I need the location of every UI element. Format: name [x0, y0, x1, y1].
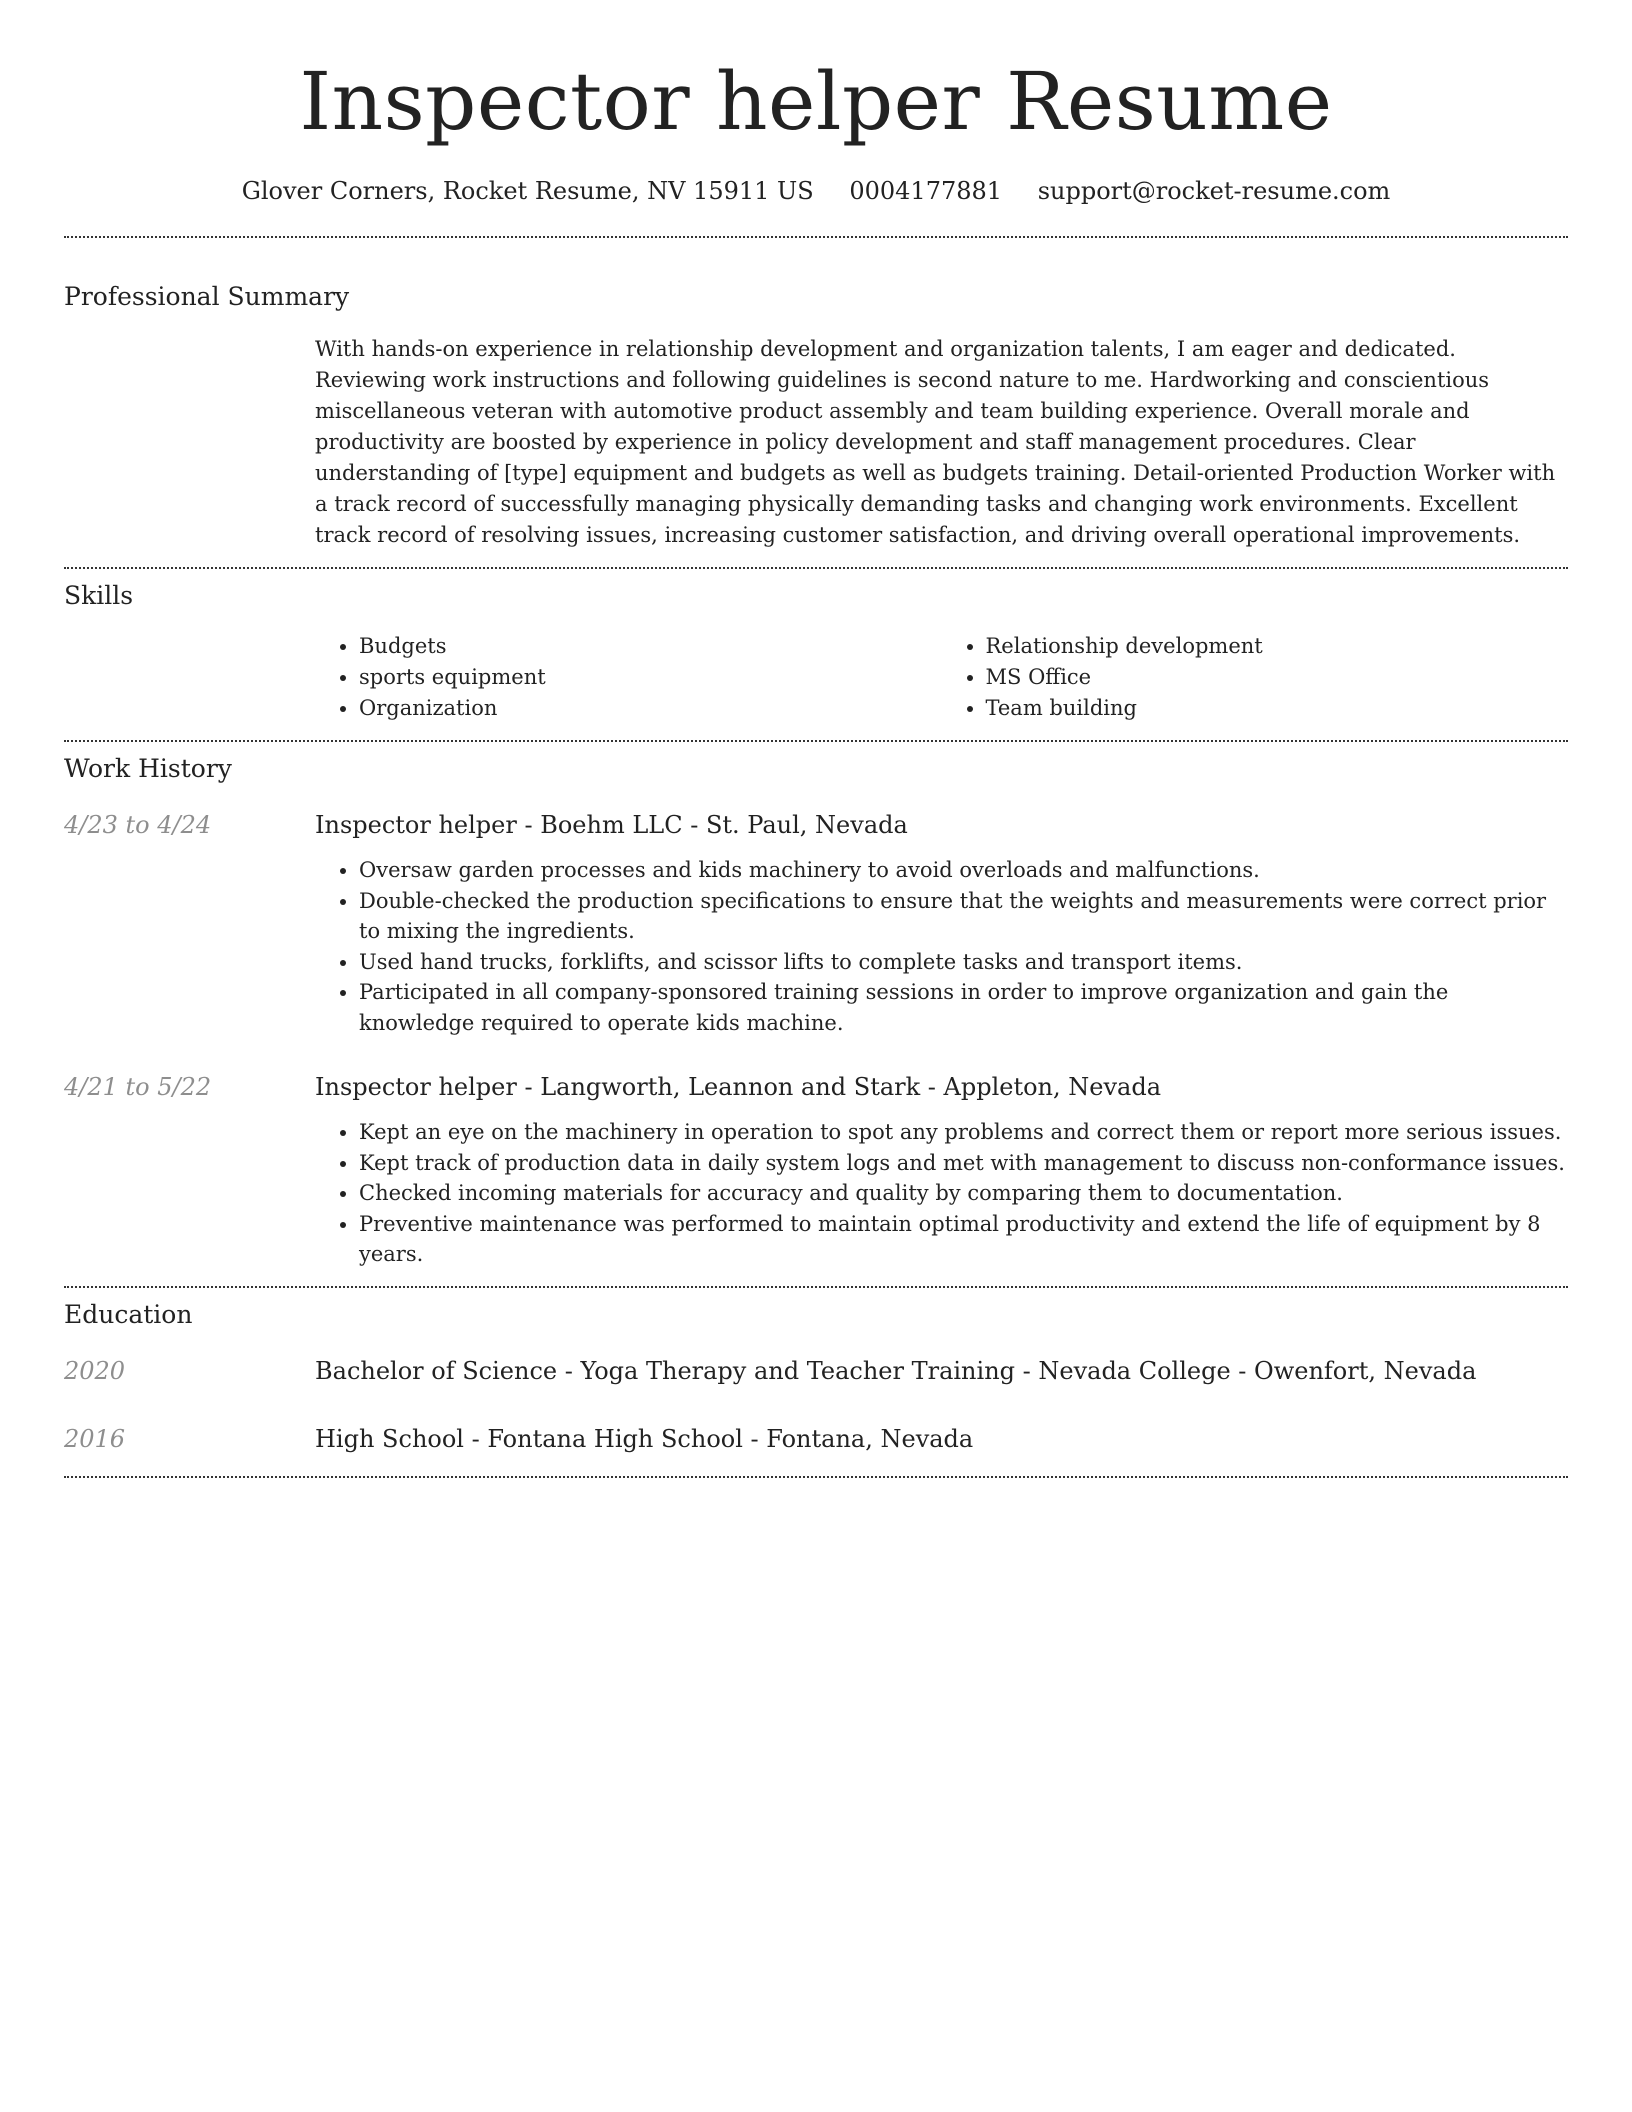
skill-item: • Organization	[359, 693, 942, 724]
job-bullet: • Used hand trucks, forklifts, and scissor lifts to complete tasks and transport items.	[359, 947, 1568, 978]
work-history-section	[64, 742, 1568, 1286]
section-heading-summary: Professional Summary	[64, 282, 350, 311]
job-bullets	[315, 855, 1568, 1038]
contact-line	[64, 174, 1568, 208]
job-dates: 4/21 to 5/22	[64, 1073, 212, 1101]
job-body	[315, 1070, 1568, 1286]
job-bullet: • Double-checked the production specifications to ensure that the weights and measurements were correct prior to mixing the ingredients.	[359, 886, 1568, 947]
job-bullet: • Preventive maintenance was performed to maintain optimal productivity and extend the life of equipment by 8 years.	[359, 1209, 1568, 1270]
job-bullet: • Kept an eye on the machinery in operation to spot any problems and correct them or report more serious issues.	[359, 1117, 1568, 1148]
summary-section	[64, 238, 1568, 567]
job-title: Inspector helper - Boehm LLC - St. Paul, Nevada	[315, 811, 908, 839]
education-year: 2016	[64, 1424, 126, 1453]
job-title: Inspector helper - Langworth, Leannon and Stark - Appleton, Nevada	[315, 1073, 1162, 1101]
summary-text: With hands-on experience in relationship development and organization talents, I am eager and dedicated. Reviewing work instructions and following guidelines is second nature to me. Hardworking and conscientious miscellaneous veteran with automotive product assembly and team building experience. Overall morale and productivity are boosted by experience in policy development and staff management procedures. Clear understanding of [type] equipment and budgets as well as budgets training. Detail-oriented Production Worker with a track record of successfully managing physically demanding tasks and changing work environments. Excellent track record of resolving issues, increasing customer satisfaction, and driving overall operational improvements.	[315, 337, 1556, 547]
job-dates: 4/23 to 4/24	[64, 811, 212, 839]
education-details: Bachelor of Science - Yoga Therapy and Teacher Training - Nevada College - Owenfort, Nevada	[315, 1356, 1477, 1385]
job-entry	[64, 1070, 1568, 1286]
skill-item: • MS Office	[986, 662, 1569, 693]
section-heading-education: Education	[64, 1299, 193, 1329]
skill-item: • sports equipment	[359, 662, 942, 693]
contact-email: support@rocket-resume.com	[1037, 177, 1391, 205]
job-bullet: • Oversaw garden processes and kids machinery to avoid overloads and malfunctions.	[359, 855, 1568, 886]
education-year: 2020	[64, 1356, 126, 1385]
education-section	[64, 1288, 1568, 1476]
skills-column-right	[942, 631, 1569, 724]
section-heading-skills: Skills	[64, 581, 134, 610]
divider	[64, 1476, 1568, 1478]
job-body	[315, 808, 1568, 1038]
job-entry	[64, 808, 1568, 1038]
contact-address: Glover Corners, Rocket Resume, NV 15911 US	[241, 177, 814, 205]
section-heading-work-history: Work History	[64, 754, 232, 783]
job-bullet: • Participated in all company-sponsored training sessions in order to improve organization and gain the knowledge required to operate kids machine.	[359, 977, 1568, 1038]
education-details: High School - Fontana High School - Fontana, Nevada	[315, 1424, 974, 1453]
skills-section	[64, 569, 1568, 740]
job-bullets	[315, 1117, 1568, 1270]
skill-item: • Budgets	[359, 631, 942, 662]
skills-list	[315, 631, 1568, 740]
job-bullet: • Checked incoming materials for accuracy and quality by comparing them to documentation.	[359, 1178, 1568, 1209]
contact-phone: 0004177881	[849, 177, 1003, 205]
skill-item: • Relationship development	[986, 631, 1569, 662]
job-bullet: • Kept track of production data in daily system logs and met with management to discuss non-conformance issues.	[359, 1148, 1568, 1179]
education-entry	[64, 1354, 1568, 1388]
resume-title: Inspector helper Resume	[299, 55, 1333, 148]
skill-item: • Team building	[986, 693, 1569, 724]
skills-column-left	[315, 631, 942, 724]
education-entry	[64, 1422, 1568, 1476]
